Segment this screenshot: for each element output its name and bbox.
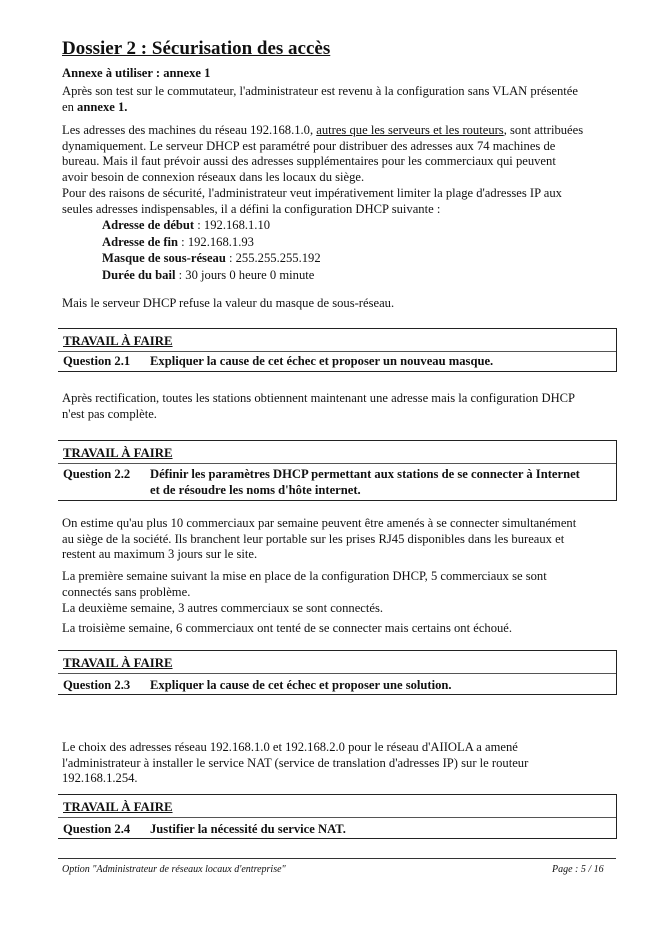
text-line: restent au maximum 3 jours sur le site. xyxy=(62,547,258,561)
config-item: Durée du bail : 30 jours 0 heure 0 minute xyxy=(102,267,315,282)
task-box-2-4 xyxy=(58,794,617,839)
paragraph-rectification xyxy=(62,391,615,422)
text-line: Après rectification, toutes les stations obtiennent maintenant une adresse mais la configuration DHCP xyxy=(62,391,576,405)
footer-page-number: Page : 5 / 16 xyxy=(552,864,604,875)
task-box-2-2 xyxy=(58,440,617,501)
paragraph-week1 xyxy=(62,569,615,600)
divider xyxy=(58,351,616,352)
paragraph-addresses xyxy=(62,123,615,185)
paragraph-security xyxy=(62,186,615,217)
text-line: Les adresses des machines du réseau 192.168.1.0, autres que les serveurs et les routeurs, sont attribuées xyxy=(62,123,584,137)
question-line: et de résoudre les noms d'hôte internet. xyxy=(150,483,361,497)
question-text: Expliquer la cause de cet échec et proposer une solution. xyxy=(150,678,452,692)
text-line: bureau. Mais il faut prévoir aussi des adresses supplémentaires pour les commerciaux qui peuvent xyxy=(62,154,556,168)
text-line: On estime qu'au plus 10 commerciaux par semaine peuvent être amenés à se connecter simultanément xyxy=(62,516,577,530)
paragraph-commercials xyxy=(62,516,615,563)
task-header: TRAVAIL À FAIRE xyxy=(63,656,173,670)
text-line: La première semaine suivant la mise en place de la configuration DHCP, 5 commerciaux se sont xyxy=(62,569,547,583)
text-line: Le choix des adresses réseau 192.168.1.0 et 192.168.2.0 pour le réseau d'AIIOLA a amené xyxy=(62,740,518,754)
text-line: n'est pas complète. xyxy=(62,406,157,421)
divider xyxy=(58,673,616,674)
text-line: Après son test sur le commutateur, l'administrateur est revenu à la configuration sans VLAN présentée xyxy=(62,84,578,98)
text-line: au siège de la société. Ils branchent leur portable sur les prises RJ45 disponibles dans les bureaux et xyxy=(62,531,565,546)
question-number: Question 2.4 xyxy=(63,822,131,836)
task-header: TRAVAIL À FAIRE xyxy=(63,446,173,460)
paragraph-week2: La deuxième semaine, 3 autres commerciaux se sont connectés. xyxy=(62,601,384,615)
paragraph-intro xyxy=(62,84,615,115)
annexe-line: Annexe à utiliser : annexe 1 xyxy=(62,66,211,80)
text-line: en annexe 1. xyxy=(62,99,128,114)
question-text: Justifier la nécessité du service NAT. xyxy=(150,822,346,836)
text-line: Pour des raisons de sécurité, l'administrateur veut impérativement limiter la plage d'adresses IP aux xyxy=(62,186,562,200)
text-line: seules adresses indispensables, il a défini la configuration DHCP suivante : xyxy=(62,201,441,216)
page-title: Dossier 2 : Sécurisation des accès xyxy=(62,38,331,59)
config-item: Adresse de fin : 192.168.1.93 xyxy=(102,234,254,249)
question-number: Question 2.1 xyxy=(63,354,131,368)
config-item: Adresse de début : 192.168.1.10 xyxy=(102,218,271,232)
text-line: l'administrateur à installer le service NAT (service de translation d'adresses IP) sur le routeur xyxy=(62,755,529,770)
task-box-2-3 xyxy=(58,650,617,695)
text-line: connectés sans problème. xyxy=(62,584,191,599)
config-item: Masque de sous-réseau : 255.255.255.192 xyxy=(102,251,321,265)
paragraph-refusal: Mais le serveur DHCP refuse la valeur du masque de sous-réseau. xyxy=(62,296,395,310)
question-text xyxy=(150,466,610,498)
divider xyxy=(58,463,616,464)
text-line: avoir besoin de connexion réseaux dans les locaux du siège. xyxy=(62,169,365,184)
question-number: Question 2.2 xyxy=(63,467,131,481)
question-number: Question 2.3 xyxy=(63,678,131,692)
footer-divider xyxy=(58,858,616,859)
question-line: Définir les paramètres DHCP permettant aux stations de se connecter à Internet xyxy=(150,467,580,481)
paragraph-nat xyxy=(62,740,615,787)
task-header: TRAVAIL À FAIRE xyxy=(63,800,173,814)
divider xyxy=(58,817,616,818)
footer-option: Option "Administrateur de réseaux locaux d'entreprise" xyxy=(62,864,286,875)
paragraph-week3: La troisième semaine, 6 commerciaux ont tenté de se connecter mais certains ont échoué. xyxy=(62,621,513,635)
text-line: dynamiquement. Le serveur DHCP est paramétré pour distribuer des adresses aux 74 machines de xyxy=(62,138,556,153)
dhcp-config-list xyxy=(102,217,321,283)
task-box-2-1 xyxy=(58,328,617,372)
text-line: 192.168.1.254. xyxy=(62,771,138,785)
task-header: TRAVAIL À FAIRE xyxy=(63,334,173,348)
question-text: Expliquer la cause de cet échec et proposer un nouveau masque. xyxy=(150,354,494,368)
